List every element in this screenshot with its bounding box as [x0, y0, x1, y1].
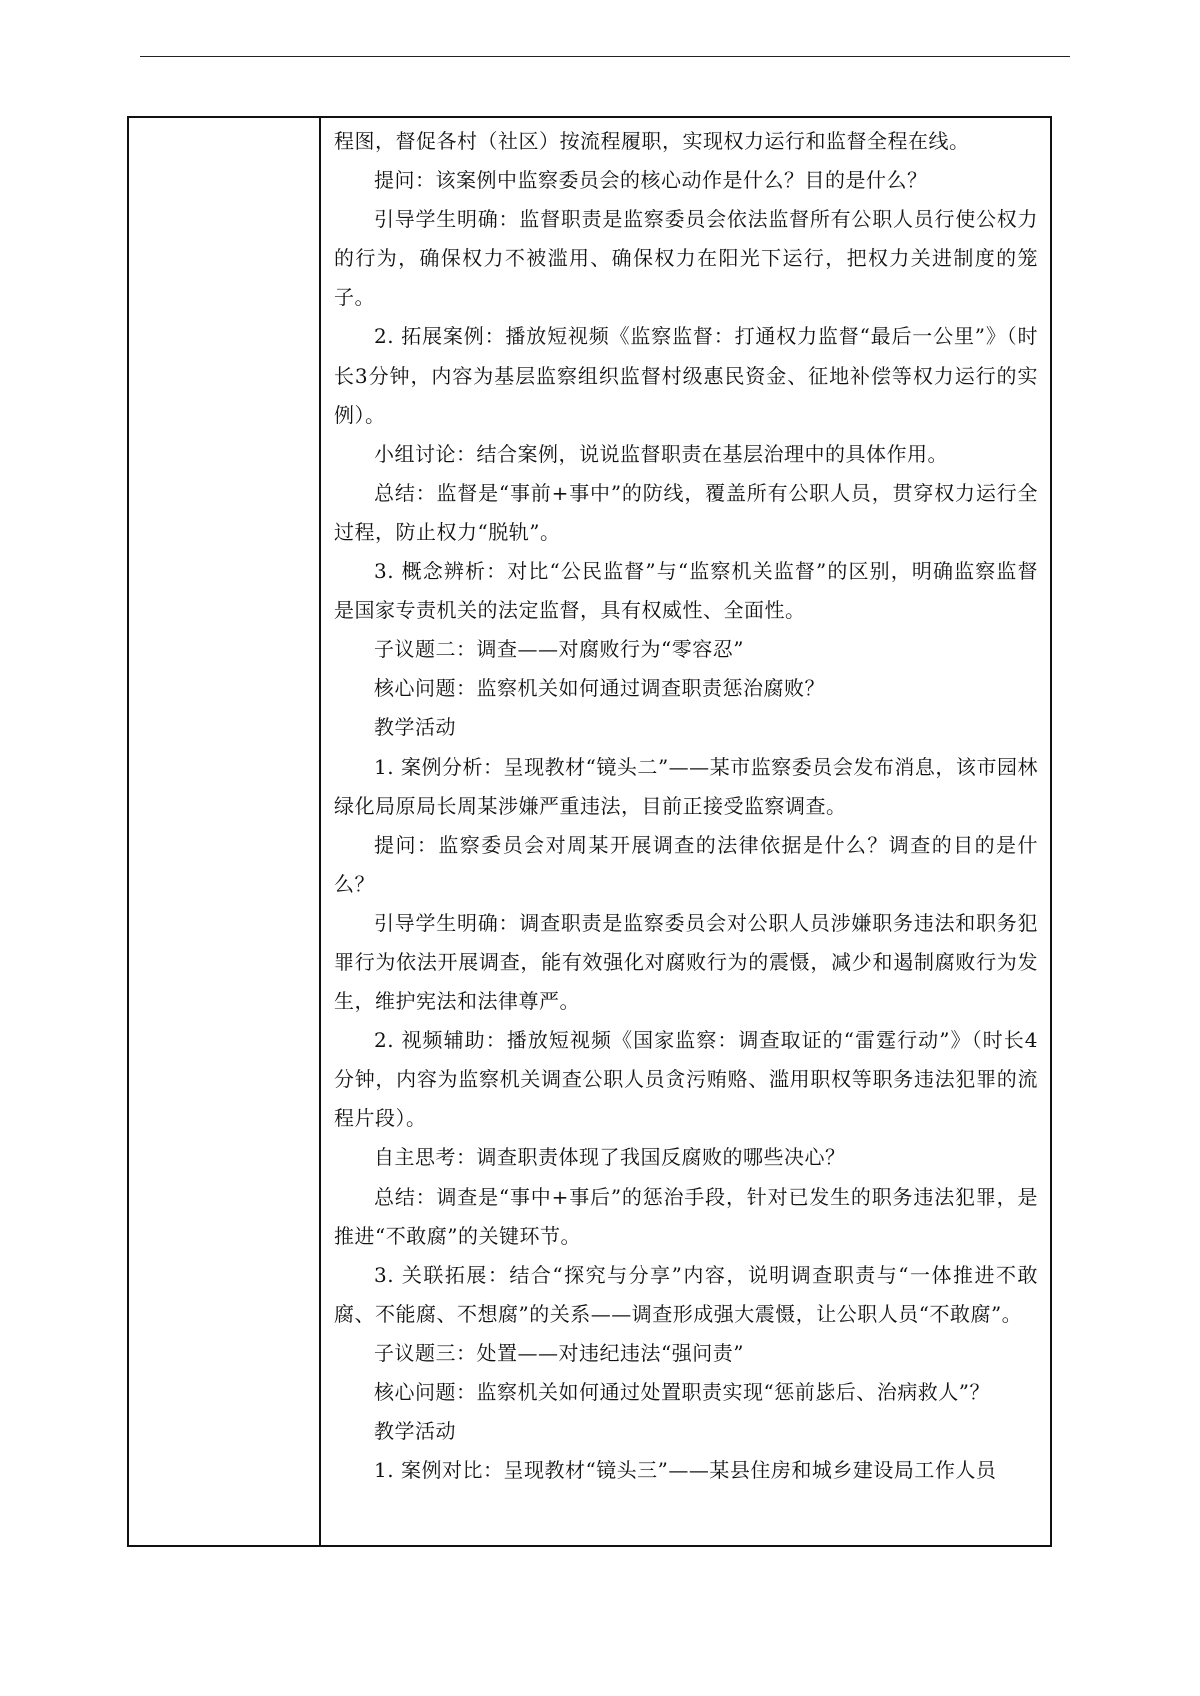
paragraph: 提问：该案例中监察委员会的核心动作是什么？目的是什么？	[374, 168, 928, 193]
table-content-cell	[321, 118, 1050, 1545]
lesson-plan-table	[127, 116, 1052, 1547]
paragraph: 自主思考：调查职责体现了我国反腐败的哪些决心？	[374, 1145, 846, 1170]
section-label: 教学活动	[374, 715, 456, 740]
paragraph: 提问：监察委员会对周某开展调查的法律依据是什么？调查的目的是什么？	[334, 832, 1038, 896]
paragraph: 小组讨论：结合案例，说说监督职责在基层治理中的具体作用。	[374, 441, 948, 466]
paragraph: 总结：调查是“事中+事后”的惩治手段，针对已发生的职务违法犯罪，是推进“不敢腐”的关键环节。	[334, 1184, 1038, 1248]
core-question: 核心问题：监察机关如何通过调查职责惩治腐败？	[374, 676, 825, 701]
paragraph: 引导学生明确：监督职责是监察委员会依法监督所有公职人员行使公权力的行为，确保权力不被滥用、确保权力在阳光下运行，把权力关进制度的笼子。	[334, 207, 1038, 310]
section-label: 教学活动	[374, 1419, 456, 1444]
subtopic-heading: 子议题二：调查——对腐败行为“零容忍”	[374, 637, 744, 662]
paragraph: 3. 概念辨析：对比“公民监督”与“监察机关监督”的区别，明确监察监督是国家专责机关的法定监督，具有权威性、全面性。	[334, 559, 1038, 623]
paragraph: 2. 视频辅助：播放短视频《国家监察：调查取证的“雷霆行动”》（时长4分钟，内容为监察机关调查公职人员贪污贿赂、滥用职权等职务违法犯罪的流程片段）。	[334, 1028, 1038, 1131]
subtopic-heading: 子议题三：处置——对违纪违法“强问责”	[374, 1340, 744, 1365]
paragraph: 引导学生明确：调查职责是监察委员会对公职人员涉嫌职务违法和职务犯罪行为依法开展调查，能有效强化对腐败行为的震慑，减少和遏制腐败行为发生，维护宪法和法律尊严。	[334, 910, 1038, 1014]
paragraph: 1. 案例分析：呈现教材“镜头二”——某市监察委员会发布消息，该市园林绿化局原局长周某涉嫌严重违法，目前正接受监察调查。	[334, 754, 1038, 818]
core-question: 核心问题：监察机关如何通过处置职责实现“惩前毖后、治病救人”？	[374, 1380, 990, 1404]
paragraph: 2. 拓展案例：播放短视频《监察监督：打通权力监督“最后一公里”》（时长3分钟，内容为基层监察组织监督村级惠民资金、征地补偿等权力运行的实例）。	[334, 324, 1038, 427]
paragraph: 3. 关联拓展：结合“探究与分享”内容，说明调查职责与“一体推进不敢腐、不能腐、不想腐”的关系——调查形成强大震慑，让公职人员“不敢腐”。	[334, 1262, 1038, 1326]
paragraph: 程图，督促各村（社区）按流程履职，实现权力运行和监督全程在线。	[334, 129, 970, 153]
paragraph: 1. 案例对比：呈现教材“镜头三”——某县住房和城乡建设局工作人员	[374, 1458, 997, 1483]
header-rule	[140, 56, 1070, 57]
paragraph: 总结：监督是“事前+事中”的防线，覆盖所有公职人员，贯穿权力运行全过程，防止权力“脱轨”。	[334, 480, 1038, 544]
table-left-cell	[129, 118, 321, 1545]
